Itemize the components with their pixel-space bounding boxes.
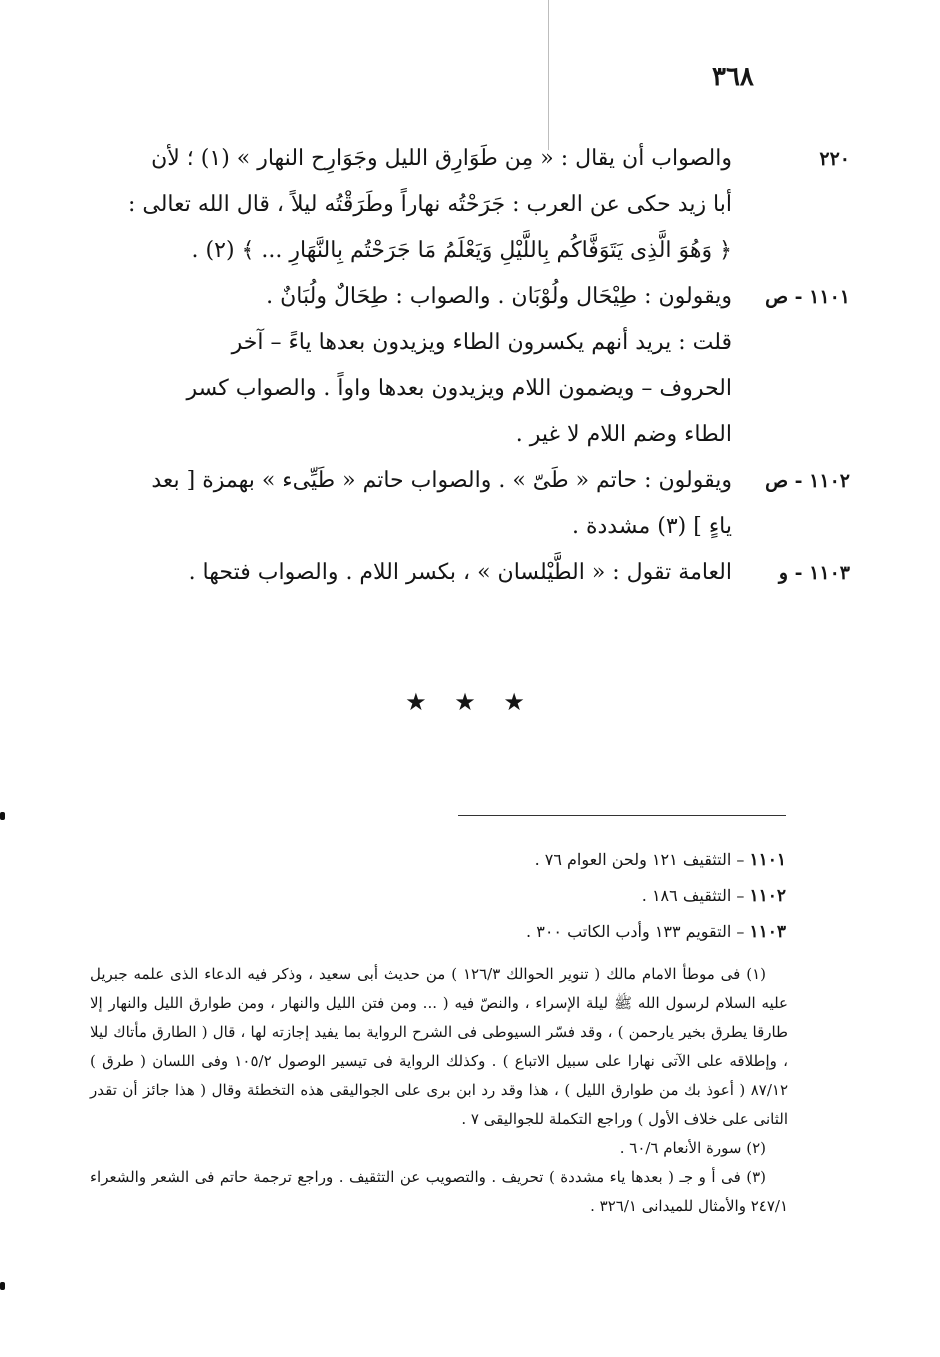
entry-number: ١١٠٣ - و <box>778 562 850 584</box>
scan-margin-mark <box>0 812 5 820</box>
entry-number: ٢٢٠ <box>819 148 850 170</box>
entry-1103 <box>88 550 850 596</box>
reference-text: – التقويم ١٣٣ وأدب الكاتب ٣٠٠ . <box>526 922 745 941</box>
entry-line: ويقولون : حاتم « طَىّ » . والصواب حاتم « طَيِّىء » بهمزة [ بعد <box>151 468 732 493</box>
entry-1102 <box>88 458 850 550</box>
entry-line: ويقولون : طِيْحَال ولُوْبَان . والصواب : طِحَالٌ ولُبَانٌ . <box>266 284 732 309</box>
main-entries <box>88 136 850 596</box>
scan-margin-mark <box>0 1282 5 1290</box>
gutter-line <box>548 0 549 150</box>
entry-line: الطاء وضم اللام لا غير . <box>515 422 732 447</box>
reference-number: ١١٠٢ <box>749 886 786 906</box>
page-number: ٣٦٨ <box>712 62 754 92</box>
footnotes <box>90 960 788 1221</box>
footnote-rule <box>458 815 786 816</box>
reference-text: – التثقيف ١٢١ ولحن العوام ٧٦ . <box>534 850 745 869</box>
entry-number: ١١٠٢ - ص <box>765 470 850 492</box>
entry-number: ١١٠١ - ص <box>765 286 850 308</box>
entry-line: والصواب أن يقال : « مِن طَوَارِق الليل وجَوَارِح النهار » (١) ؛ لأن <box>151 146 732 171</box>
reference-number: ١١٠١ <box>749 850 786 870</box>
reference-line <box>400 878 786 914</box>
entry-line: ياءٍ ] (٣) مشددة . <box>572 514 732 539</box>
entry-line: ﴿ وَهُوَ الَّذِى يَتَوَفَّاكُم بِاللَّيْلِ وَيَعْلَمُ مَا جَرَحْتُم بِالنَّهَارِ ... ﴾ (٢) . <box>191 238 732 263</box>
entry-line: قلت : يريد أنهم يكسرون الطاء ويزيدون بعدها ياءً – آخر <box>231 330 732 355</box>
footnote-1: (١) فى موطأ الامام مالك ( تنوير الحوالك ١٢٦/٣ ) من حديث أبى سعيد ، وذكر فيه الدعاء الذى علمه جبريل عليه السلام لرسول الله ﷺ ليلة الإسراء ، والنصّ فيه ( ... ومن فتن الليل والنهار ، ومن طوارق الليل والنهار إلا طارقا يطرق بخير يارحمن ) ، وقد فسّر السيوطى فى الشرح الرواية بما يفيد إجازته لها ، قال ( الطارق مأتاك ليلا ، وإطلاقه على الآتى نهارا على سبيل الاتباع ) . وكذلك الرواية فى تيسير الوصول ١٠٥/٢ وفى اللسان ( طرق ) ٨٧/١٢ ( أعوذ بك من طوارق الليل ) ، هذا وقد رد ابن برى على الجواليقى هذه التخطئة وقال ( هذا جائز أن تقدر الثانى على خلاف الأول ) وراجع التكملة للجواليقى ٧ . <box>90 965 788 1128</box>
footnote-2: (٢) سورة الأنعام ٦٠/٦ . <box>619 1139 766 1157</box>
entry-220 <box>88 136 850 274</box>
section-separator: ★ ★ ★ <box>405 688 535 716</box>
reference-line <box>400 914 786 950</box>
entry-1101 <box>88 274 850 458</box>
entry-line: العامة تقول : « الطَّيْلسان » ، بكسر اللام . والصواب فتحها . <box>188 560 732 585</box>
reference-number: ١١٠٣ <box>749 922 786 942</box>
reference-line <box>400 842 786 878</box>
entry-line: أبا زيد حكى عن العرب : جَرَحْتُه نهاراً وطَرَقْتُه ليلاً ، قال الله تعالى : <box>127 192 732 217</box>
source-references <box>400 842 786 950</box>
entry-line: الحروف – ويضمون اللام ويزيدون بعدها واواً . والصواب كسر <box>186 376 732 401</box>
reference-text: – التثقيف ١٨٦ . <box>641 886 745 905</box>
footnote-3: (٣) فى أ و جـ ( بعدها ياء مشددة ) تحريف . والتصويب عن التثقيف . وراجع ترجمة حاتم فى الشعر والشعراء ٢٤٧/١ والأمثال للميدانى ٣٢٦/١ . <box>90 1168 788 1215</box>
